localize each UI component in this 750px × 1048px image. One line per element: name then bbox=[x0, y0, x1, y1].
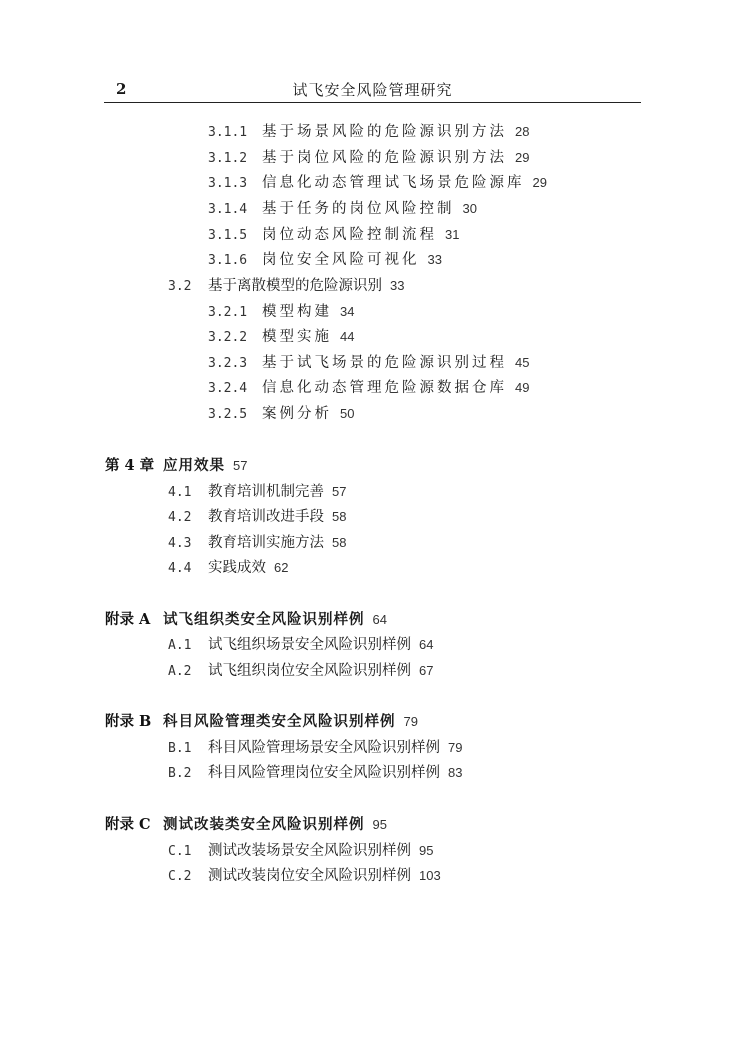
toc-entry-title: 应用效果 bbox=[163, 457, 225, 474]
toc-entry-number: 4.4 bbox=[168, 561, 192, 576]
toc-entry-title: 基于离散模型的危险源识别 bbox=[208, 278, 382, 294]
toc-entry-page: 50 bbox=[340, 406, 355, 421]
running-title: 试飞安全风险管理研究 bbox=[292, 81, 453, 99]
toc-entry-page: 33 bbox=[390, 278, 405, 293]
toc-entry-page: 79 bbox=[448, 740, 463, 755]
toc-entry[interactable] bbox=[168, 840, 433, 862]
toc-entry-number: A.1 bbox=[168, 638, 192, 653]
toc-appendix[interactable] bbox=[105, 711, 418, 733]
toc-entry-number: 3.2.2 bbox=[208, 330, 248, 345]
toc-chapter[interactable] bbox=[105, 455, 247, 477]
toc-entry[interactable] bbox=[208, 377, 529, 399]
toc-entry[interactable] bbox=[208, 403, 354, 425]
page-header bbox=[104, 76, 641, 103]
toc-entry[interactable] bbox=[168, 506, 346, 528]
toc-entry-page: 62 bbox=[274, 560, 289, 575]
toc-entry[interactable] bbox=[208, 301, 354, 323]
toc-entry[interactable] bbox=[168, 660, 433, 682]
toc-entry-page: 58 bbox=[332, 535, 347, 550]
toc-entry-page: 44 bbox=[340, 329, 355, 344]
toc-entry[interactable] bbox=[168, 762, 462, 784]
toc-entry-page: 49 bbox=[515, 380, 530, 395]
toc-entry-number: 3.2.3 bbox=[208, 356, 248, 371]
toc-entry-number: B.1 bbox=[168, 741, 192, 756]
toc-entry-title: 基于场景风险的危险源识别方法 bbox=[262, 124, 507, 140]
toc-entry[interactable] bbox=[208, 121, 529, 143]
toc-entry-number: 3.1.2 bbox=[208, 151, 248, 166]
toc-entry-number: 附录 A bbox=[105, 611, 151, 628]
toc-entry[interactable] bbox=[208, 249, 442, 271]
toc-entry-title: 信息化动态管理危险源数据仓库 bbox=[262, 380, 507, 396]
toc-entry[interactable] bbox=[208, 172, 547, 194]
toc-entry-page: 83 bbox=[448, 765, 463, 780]
toc-entry-number: 3.1.3 bbox=[208, 176, 248, 191]
page-number: 2 bbox=[116, 80, 127, 98]
toc-entry[interactable] bbox=[168, 737, 462, 759]
toc-entry-number: 附录 C bbox=[105, 816, 151, 833]
toc-entry-page: 34 bbox=[340, 304, 355, 319]
toc-entry[interactable] bbox=[168, 481, 346, 503]
toc-entry[interactable] bbox=[168, 865, 441, 887]
toc-entry-title: 科目风险管理场景安全风险识别样例 bbox=[208, 740, 440, 756]
toc-entry-page: 95 bbox=[372, 817, 387, 832]
toc-entry-number: 4.2 bbox=[168, 510, 192, 525]
toc-entry[interactable] bbox=[208, 198, 477, 220]
toc-entry-title: 测试改装类安全风险识别样例 bbox=[163, 816, 365, 833]
toc-entry-title: 试飞组织类安全风险识别样例 bbox=[163, 611, 365, 628]
toc-entry[interactable] bbox=[168, 634, 433, 656]
toc-entry-number: 附录 B bbox=[105, 713, 152, 730]
toc-entry-title: 模型实施 bbox=[262, 329, 332, 345]
toc-entry-title: 信息化动态管理试飞场景危险源库 bbox=[262, 175, 525, 191]
toc-entry[interactable] bbox=[208, 224, 459, 246]
toc-entry-page: 29 bbox=[532, 175, 547, 190]
toc-entry-page: 30 bbox=[462, 201, 477, 216]
toc-entry-number: 3.1.4 bbox=[208, 202, 248, 217]
toc-entry-page: 95 bbox=[419, 843, 434, 858]
toc-entry-page: 64 bbox=[372, 612, 387, 627]
toc-entry[interactable] bbox=[208, 326, 354, 348]
toc-entry-title: 试飞组织岗位安全风险识别样例 bbox=[208, 663, 411, 679]
toc-entry[interactable] bbox=[168, 557, 288, 579]
toc-entry-title: 基于任务的岗位风险控制 bbox=[262, 201, 455, 217]
toc-entry-number: 3.2.4 bbox=[208, 381, 248, 396]
toc-entry-title: 岗位安全风险可视化 bbox=[262, 252, 420, 268]
toc-entry[interactable] bbox=[208, 352, 529, 374]
toc-entry-title: 科目风险管理类安全风险识别样例 bbox=[163, 713, 396, 730]
toc-entry-page: 64 bbox=[419, 637, 434, 652]
toc-entry-number: 第 4 章 bbox=[105, 457, 155, 474]
toc-entry-number: 3.1.1 bbox=[208, 125, 248, 140]
toc-entry-number: 3.2.1 bbox=[208, 305, 248, 320]
toc-entry-number: 4.3 bbox=[168, 536, 192, 551]
toc-entry-number: 3.1.6 bbox=[208, 253, 248, 268]
toc-entry[interactable] bbox=[208, 147, 529, 169]
toc-entry-title: 案例分析 bbox=[262, 406, 332, 422]
toc-entry[interactable] bbox=[168, 532, 346, 554]
toc-entry-number: 3.2.5 bbox=[208, 407, 248, 422]
toc-entry-title: 岗位动态风险控制流程 bbox=[262, 227, 437, 243]
toc-entry-title: 教育培训实施方法 bbox=[208, 535, 324, 551]
toc-appendix[interactable] bbox=[105, 814, 387, 836]
toc-appendix[interactable] bbox=[105, 609, 387, 631]
toc-entry-page: 57 bbox=[332, 484, 347, 499]
toc-entry-page: 57 bbox=[233, 458, 248, 473]
toc-entry-number: A.2 bbox=[168, 664, 192, 679]
toc-entry-title: 基于试飞场景的危险源识别过程 bbox=[262, 355, 507, 371]
toc-entry-title: 模型构建 bbox=[262, 304, 332, 320]
toc-entry-title: 教育培训改进手段 bbox=[208, 509, 324, 525]
toc-entry-title: 基于岗位风险的危险源识别方法 bbox=[262, 150, 507, 166]
toc-entry-number: B.2 bbox=[168, 766, 192, 781]
toc-entry-page: 31 bbox=[445, 227, 460, 242]
toc-entry-number: 4.1 bbox=[168, 485, 192, 500]
toc-entry-title: 教育培训机制完善 bbox=[208, 484, 324, 500]
toc-entry-title: 测试改装岗位安全风险识别样例 bbox=[208, 868, 411, 884]
toc-entry-number: 3.1.5 bbox=[208, 228, 248, 243]
toc-entry-page: 58 bbox=[332, 509, 347, 524]
toc-entry-number: C.2 bbox=[168, 869, 192, 884]
toc-entry[interactable] bbox=[168, 275, 404, 297]
toc-entry-page: 103 bbox=[419, 868, 441, 883]
toc-entry-page: 28 bbox=[515, 124, 530, 139]
toc-entry-page: 79 bbox=[403, 714, 418, 729]
toc-entry-number: C.1 bbox=[168, 844, 192, 859]
toc-entry-title: 试飞组织场景安全风险识别样例 bbox=[208, 637, 411, 653]
toc-entry-number: 3.2 bbox=[168, 279, 192, 294]
toc-entry-page: 45 bbox=[515, 355, 530, 370]
toc-entry-title: 实践成效 bbox=[208, 560, 266, 576]
toc-entry-page: 33 bbox=[427, 252, 442, 267]
toc-entry-page: 29 bbox=[515, 150, 530, 165]
toc-entry-title: 测试改装场景安全风险识别样例 bbox=[208, 843, 411, 859]
toc-entry-page: 67 bbox=[419, 663, 434, 678]
toc-entry-title: 科目风险管理岗位安全风险识别样例 bbox=[208, 765, 440, 781]
